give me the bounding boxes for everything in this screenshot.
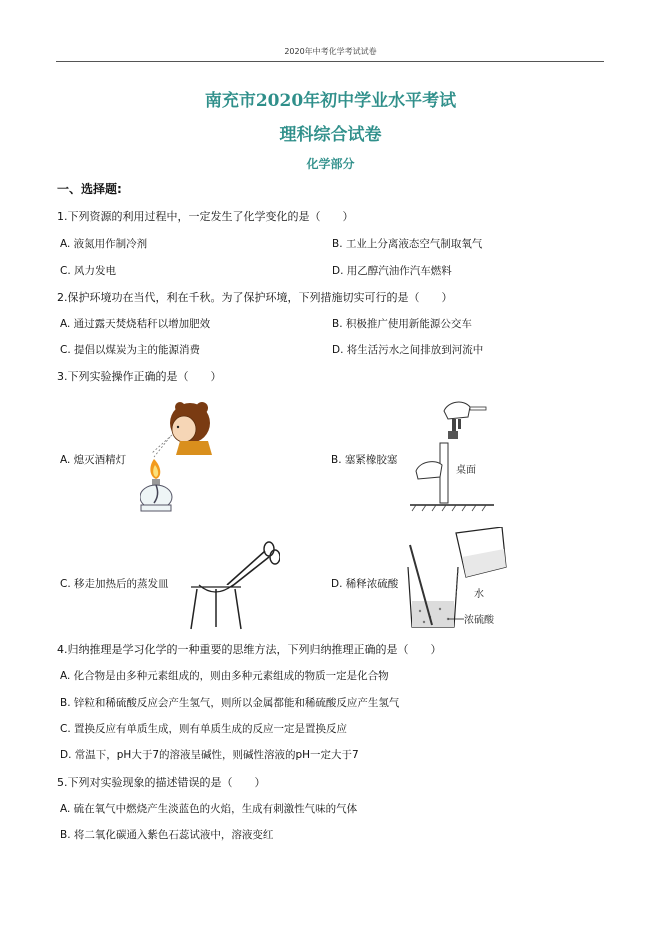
question-stem: 3.下列实验操作正确的是（ ） bbox=[57, 370, 222, 383]
question-stem: 4.归纳推理是学习化学的一种重要的思维方法，下列归纳推理正确的是（ ） bbox=[57, 643, 442, 656]
exam-title: 南充市2020年初中学业水平考试 bbox=[204, 91, 457, 111]
option-b: B. 将二氧化碳通入紫色石蕊试液中，溶液变红 bbox=[60, 829, 274, 841]
option-d: D. 将生活污水之间排放到河流中 bbox=[332, 344, 484, 356]
exam-subtitle: 理科综合试卷 bbox=[279, 125, 382, 145]
running-header: 2020年中考化学考试试卷 bbox=[284, 47, 377, 56]
crucible-tongs bbox=[227, 542, 280, 587]
figure-blow-lamp bbox=[140, 393, 225, 513]
label-desk: 桌面 bbox=[456, 465, 476, 476]
section-heading: 一、选择题: bbox=[57, 182, 122, 196]
option-b: B. 锌粒和稀硫酸反应会产生氢气，则所以金属都能和稀硫酸反应产生氢气 bbox=[60, 697, 400, 709]
option-c: C. 置换反应有单质生成，则有单质生成的反应一定是置换反应 bbox=[60, 723, 348, 735]
option-b: B. 工业上分离液态空气制取氧气 bbox=[332, 238, 483, 250]
option-d: D. 用乙醇汽油作汽车燃料 bbox=[332, 265, 452, 277]
option-a: A. 化合物是由多种元素组成的，则由多种元素组成的物质一定是化合物 bbox=[60, 670, 389, 682]
option-b: B. 塞紧橡胶塞 bbox=[331, 454, 398, 466]
option-a: A. 熄灭酒精灯 bbox=[60, 454, 127, 466]
option-c: C. 风力发电 bbox=[60, 265, 117, 277]
label-conc-acid: 浓硫酸 bbox=[464, 615, 494, 626]
figure-dilute-acid bbox=[402, 527, 514, 632]
figure-stopper bbox=[408, 393, 498, 518]
option-d: D. 稀释浓硫酸 bbox=[331, 578, 399, 590]
figure-evaporating-dish bbox=[185, 537, 280, 632]
option-c: C. 移走加热后的蒸发皿 bbox=[60, 578, 169, 590]
option-a: A. 液氮用作制冷剂 bbox=[60, 238, 148, 250]
question-stem: 2.保护环境功在当代，利在千秋。为了保护环境，下列措施切实可行的是（ ） bbox=[57, 291, 453, 304]
part-title: 化学部分 bbox=[306, 157, 355, 171]
option-a: A. 硫在氧气中燃烧产生淡蓝色的火焰，生成有刺激性气味的气体 bbox=[60, 803, 358, 815]
label-water: 水 bbox=[474, 589, 484, 600]
question-stem: 1.下列资源的利用过程中，一定发生了化学变化的是（ ） bbox=[57, 210, 354, 223]
option-d: D. 常温下，pH大于7的溶液呈碱性，则碱性溶液的pH一定大于7 bbox=[60, 749, 359, 761]
girl-head-illustration bbox=[170, 402, 212, 455]
option-b: B. 积极推广使用新能源公交车 bbox=[332, 318, 472, 330]
option-a: A. 通过露天焚烧秸秆以增加肥效 bbox=[60, 318, 211, 330]
question-stem: 5.下列对实验现象的描述错误的是（ ） bbox=[57, 776, 266, 789]
alcohol-lamp bbox=[140, 459, 172, 511]
option-c: C. 提倡以煤炭为主的能源消费 bbox=[60, 344, 201, 356]
header-rule bbox=[56, 61, 604, 62]
